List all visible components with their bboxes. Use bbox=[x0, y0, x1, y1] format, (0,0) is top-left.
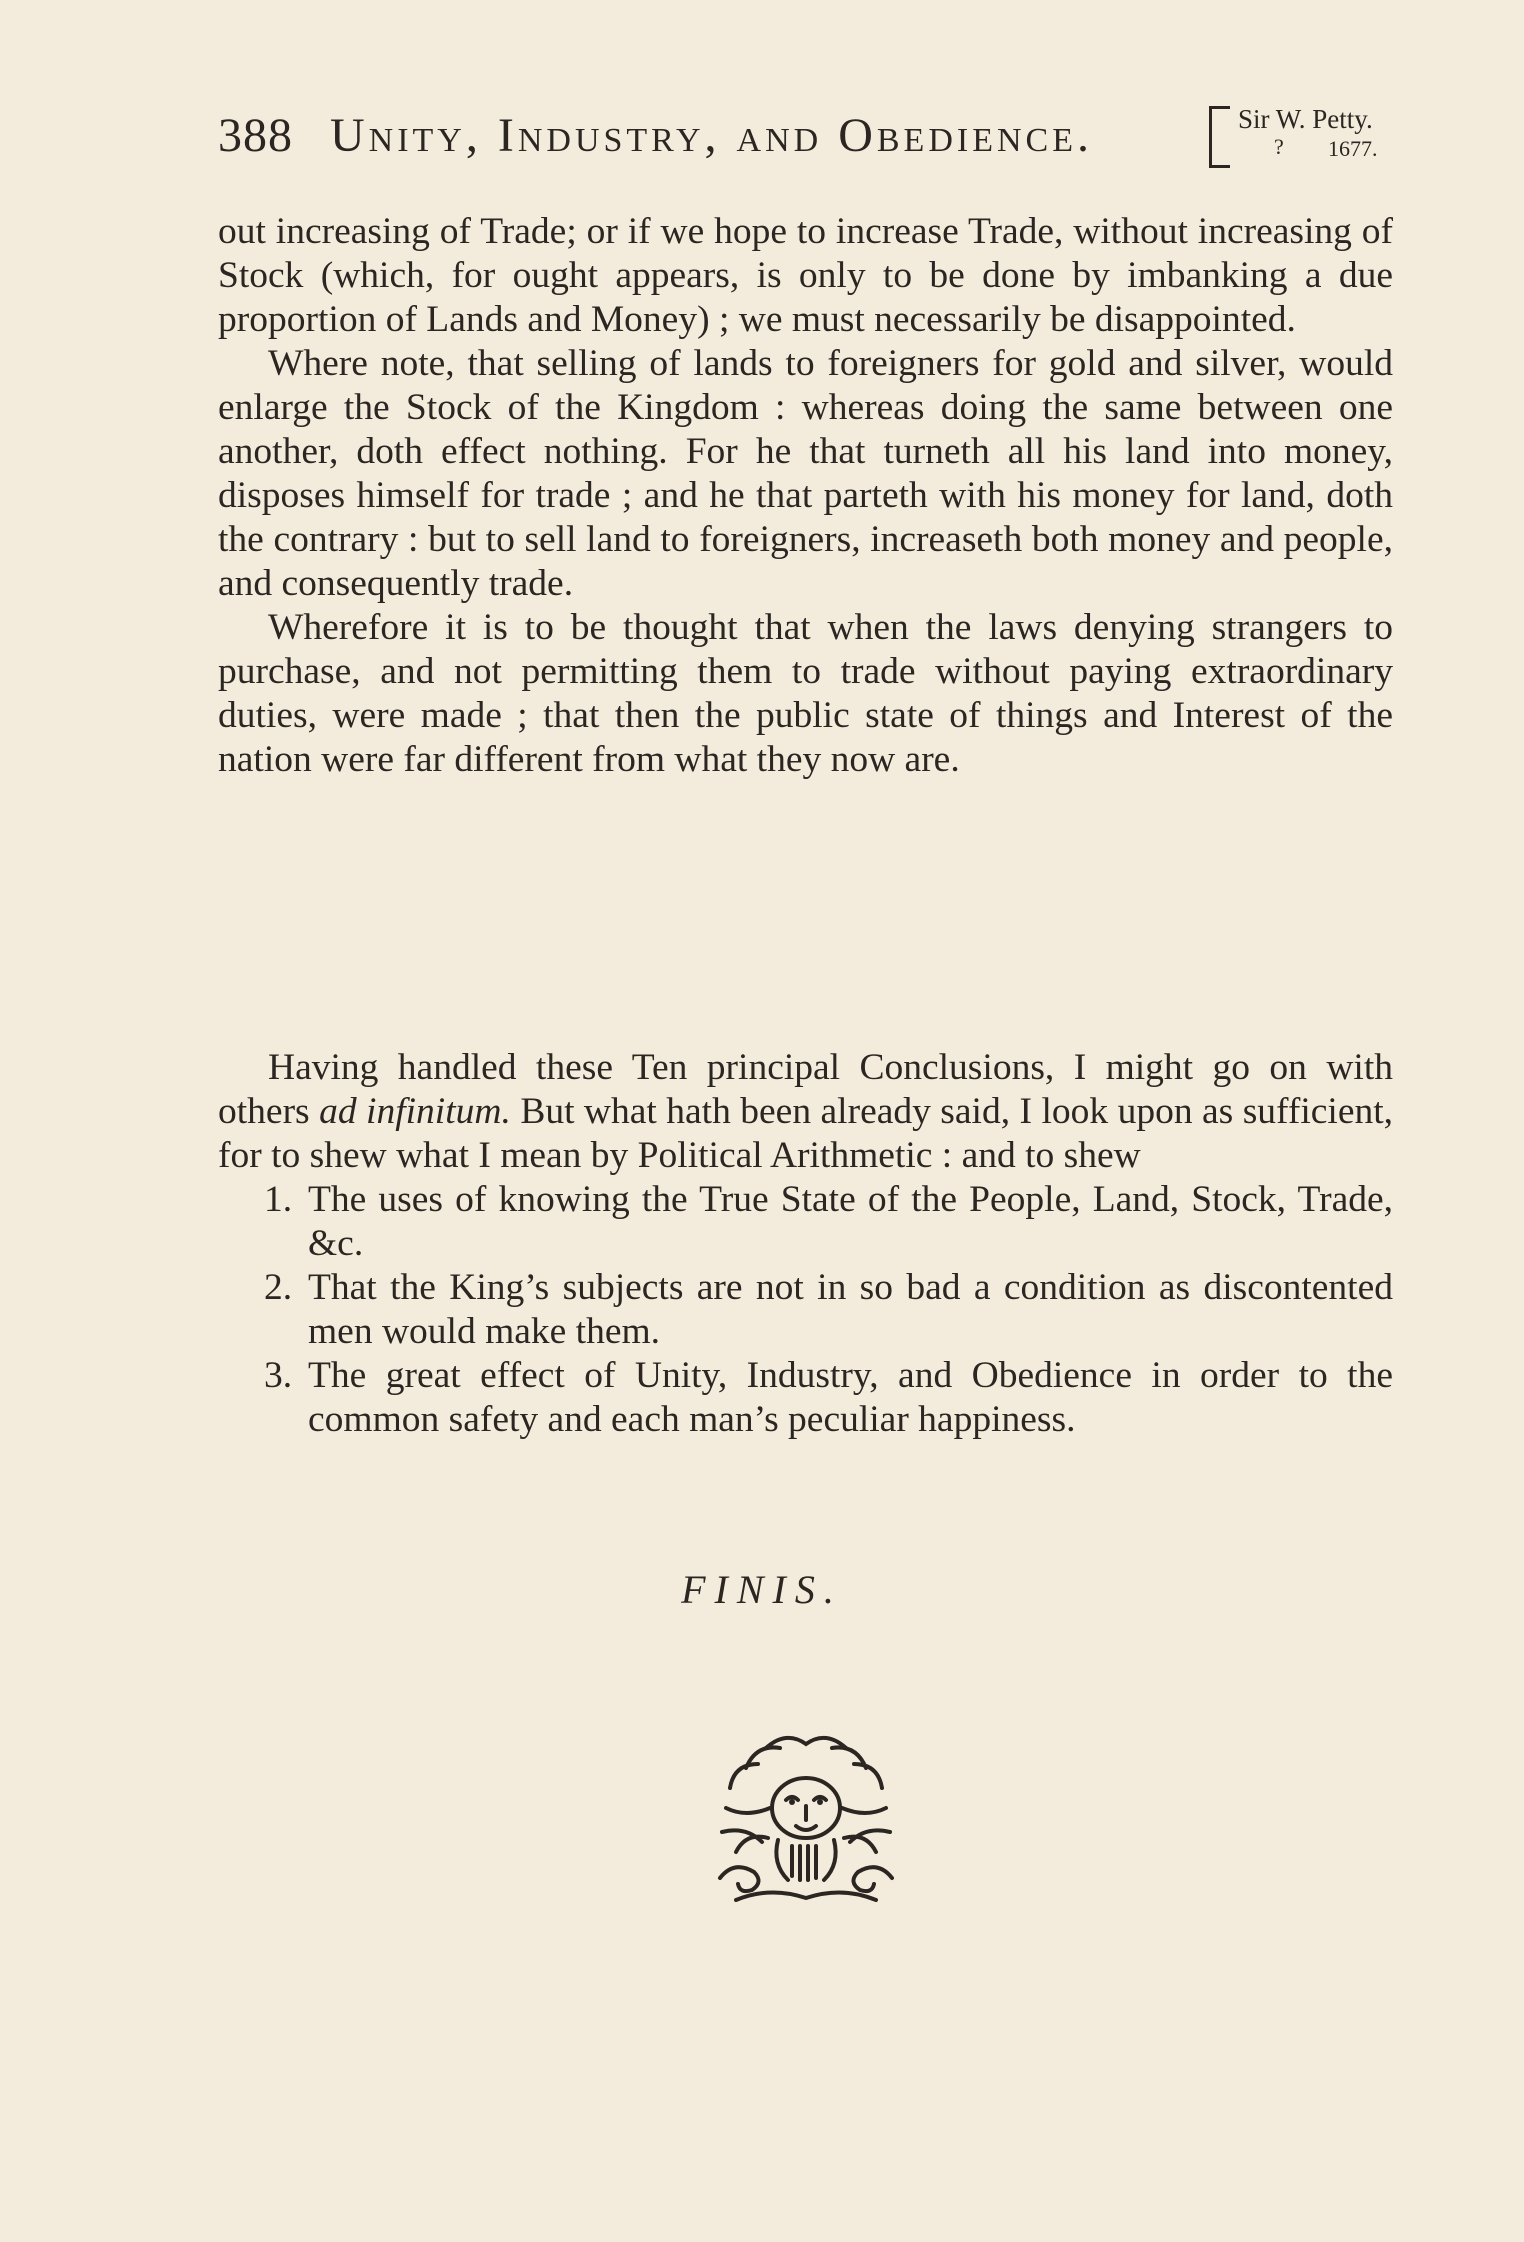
running-title: Unity, Industry, and Obedience. bbox=[330, 109, 1093, 162]
author-attribution: Sir W. Petty. bbox=[1238, 104, 1373, 134]
list-text: The great effect of Unity, Industry, and Obedience in order to the common safety and each man’s peculiar happiness. bbox=[308, 1355, 1393, 1440]
page-number: 388 bbox=[218, 109, 293, 162]
conclusion-section bbox=[218, 1046, 1393, 1442]
running-head bbox=[218, 104, 1393, 172]
list-text: The uses of knowing the True State of the People, Land, Stock, Trade, &c. bbox=[308, 1179, 1393, 1264]
paragraph: Where note, that selling of lands to foreigners for gold and silver, would enlarge the Stock of the Kingdom : whereas doing the same between one another, doth effect nothing. For he that turneth all his land into money, disposes himself for trade ; and he that parteth with his money for land, doth the contrary : but to sell land to foreigners, increaseth both money and people, and consequently trade. bbox=[218, 343, 1393, 604]
main-text bbox=[218, 210, 1393, 782]
intro-text: Having handled these Ten principal Conclusions, I might go on with others bbox=[218, 1047, 1393, 1132]
paragraph: out increasing of Trade; or if we hope to increase Trade, without increasing of Stock (which, for ought appears, is only to be done by imbanking a due proportion of Lands and Money) ; we must necessarily be disappointed. bbox=[218, 211, 1393, 340]
list-item bbox=[218, 1266, 1393, 1354]
list-number: 2. bbox=[264, 1267, 293, 1308]
attribution-query-mark: ? bbox=[1274, 134, 1284, 159]
attribution-year: 1677. bbox=[1328, 136, 1378, 161]
finis-heading: FINIS. bbox=[681, 1567, 843, 1612]
paragraph: Wherefore it is to be thought that when the laws denying strangers to purchase, and not permitting them to trade without paying extraordinary duties, were made ; that then the public state of things and Interest of the nation were far different from what they now are. bbox=[218, 607, 1393, 780]
mask-ornament-icon bbox=[706, 1728, 906, 1912]
bracket-mark bbox=[1209, 106, 1230, 168]
intro-italic: ad infinitum. bbox=[319, 1091, 511, 1132]
list-text: That the King’s subjects are not in so bad a condition as discontented men would make them. bbox=[308, 1267, 1393, 1352]
list-item bbox=[218, 1354, 1393, 1442]
list-number: 1. bbox=[264, 1179, 293, 1220]
conclusion-intro bbox=[218, 1046, 1393, 1178]
conclusions-list bbox=[218, 1178, 1393, 1442]
list-item bbox=[218, 1178, 1393, 1266]
list-number: 3. bbox=[264, 1355, 293, 1396]
intro-text-continued: But what hath been already said, I look upon as sufficient, for to shew what I mean by Political Arithmetic : and to shew bbox=[218, 1091, 1394, 1176]
